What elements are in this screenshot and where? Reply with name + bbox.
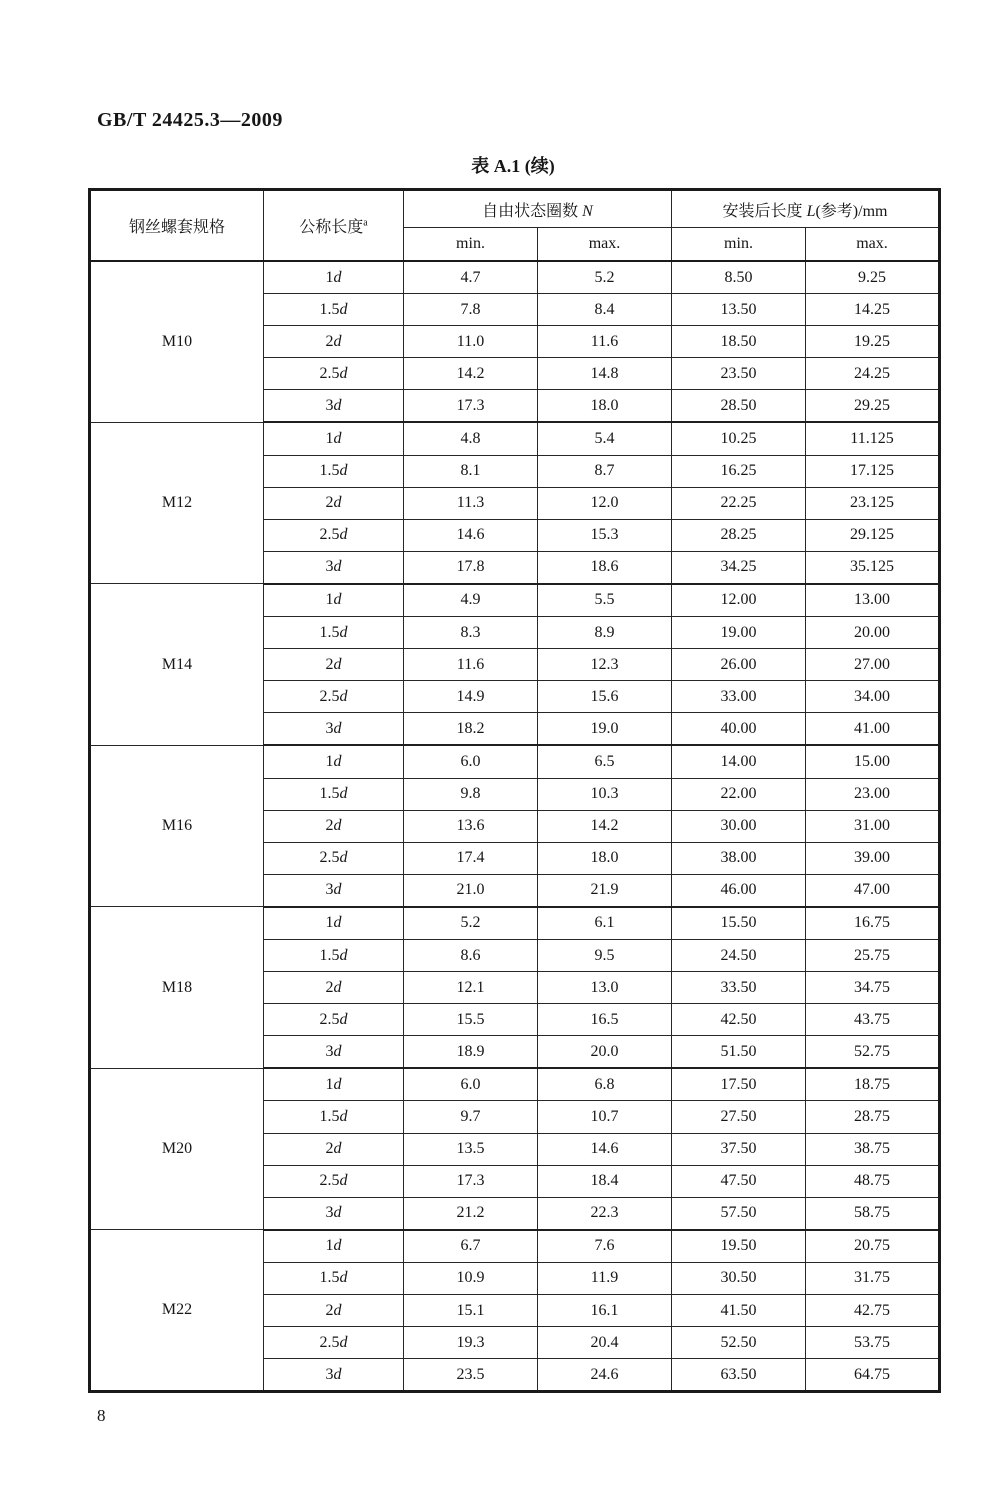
l-max-cell: 15.00 [806, 745, 940, 778]
nominal-length-cell [264, 519, 404, 551]
l-max-cell: 9.25 [806, 261, 940, 294]
table-body [90, 261, 940, 1392]
n-max-cell: 10.3 [538, 778, 672, 810]
n-max-cell: 5.4 [538, 422, 672, 455]
length-symbol-d: d [333, 1042, 342, 1060]
length-symbol-d: d [339, 1172, 348, 1190]
nominal-length-cell [264, 778, 404, 810]
length-symbol-d: d [339, 687, 348, 705]
l-min-cell: 13.50 [672, 294, 806, 326]
length-number: 2 [325, 1140, 334, 1158]
l-min-cell: 41.50 [672, 1295, 806, 1327]
nominal-length-cell [264, 972, 404, 1004]
l-max-cell: 58.75 [806, 1197, 940, 1230]
l-min-cell: 33.00 [672, 681, 806, 713]
nominal-length-cell [264, 1359, 404, 1392]
length-number: 1.5 [319, 462, 340, 480]
n-min-cell: 21.0 [404, 874, 538, 907]
length-number: 1.5 [319, 785, 340, 803]
table-row [90, 422, 940, 455]
l-min-cell: 10.25 [672, 422, 806, 455]
n-max-cell: 19.0 [538, 713, 672, 746]
length-number: 1.5 [319, 1269, 340, 1287]
nominal-length-cell [264, 713, 404, 746]
l-max-cell: 27.00 [806, 649, 940, 681]
table-row [90, 745, 940, 778]
l-min-cell: 46.00 [672, 874, 806, 907]
n-min-cell: 9.8 [404, 778, 538, 810]
n-max-cell: 15.6 [538, 681, 672, 713]
n-max-cell: 18.0 [538, 390, 672, 423]
l-max-cell: 43.75 [806, 1004, 940, 1036]
n-max-cell: 8.9 [538, 617, 672, 649]
length-number: 2.5 [319, 1172, 340, 1190]
length-number: 2.5 [319, 364, 340, 382]
length-symbol-d: d [333, 978, 342, 996]
n-max-cell: 18.6 [538, 551, 672, 584]
length-number: 2.5 [319, 526, 340, 544]
l-max-cell: 39.00 [806, 842, 940, 874]
l-max-cell: 24.25 [806, 358, 940, 390]
nominal-length-cell [264, 1068, 404, 1101]
l-max-cell: 52.75 [806, 1036, 940, 1069]
l-max-cell: 28.75 [806, 1101, 940, 1133]
length-number: 1 [325, 1237, 334, 1255]
length-symbol-d: d [339, 1333, 348, 1351]
n-min-cell: 4.8 [404, 422, 538, 455]
n-min-cell: 17.4 [404, 842, 538, 874]
length-symbol-d: d [339, 623, 348, 641]
l-max-cell: 29.25 [806, 390, 940, 423]
l-max-cell: 47.00 [806, 874, 940, 907]
length-symbol-d: d [339, 462, 348, 480]
n-max-cell: 15.3 [538, 519, 672, 551]
length-number: 2 [325, 332, 334, 350]
l-min-cell: 12.00 [672, 584, 806, 617]
table-title-continued: (续) [524, 156, 555, 176]
n-min-cell: 17.8 [404, 551, 538, 584]
length-symbol-d: d [333, 396, 342, 414]
l-min-cell: 47.50 [672, 1165, 806, 1197]
n-max-cell: 9.5 [538, 939, 672, 971]
table-row [90, 907, 940, 940]
length-number: 1 [325, 268, 334, 286]
n-min-cell: 11.3 [404, 487, 538, 519]
l-max-cell: 42.75 [806, 1295, 940, 1327]
header-l-max: max. [806, 228, 940, 262]
table-header [90, 190, 940, 262]
nominal-length-cell [264, 1295, 404, 1327]
l-max-cell: 48.75 [806, 1165, 940, 1197]
table-row [90, 584, 940, 617]
length-symbol-d: d [339, 849, 348, 867]
l-min-cell: 17.50 [672, 1068, 806, 1101]
l-min-cell: 24.50 [672, 939, 806, 971]
length-symbol-d: d [333, 817, 342, 835]
length-symbol-d: d [333, 591, 342, 609]
l-min-cell: 33.50 [672, 972, 806, 1004]
header-installed-length [672, 190, 940, 228]
spec-cell: M14 [90, 584, 264, 745]
length-symbol-d: d [339, 1269, 348, 1287]
nominal-length-cell [264, 1165, 404, 1197]
length-symbol-d: d [339, 364, 348, 382]
n-max-cell: 5.5 [538, 584, 672, 617]
n-max-cell: 5.2 [538, 261, 672, 294]
l-min-cell: 28.25 [672, 519, 806, 551]
spec-cell: M22 [90, 1230, 264, 1392]
n-min-cell: 12.1 [404, 972, 538, 1004]
l-min-cell: 30.50 [672, 1262, 806, 1294]
length-symbol-d: d [333, 719, 342, 737]
length-number: 3 [325, 1042, 334, 1060]
n-min-cell: 14.9 [404, 681, 538, 713]
nominal-length-cell [264, 810, 404, 842]
length-number: 2 [325, 817, 334, 835]
nominal-length-cell [264, 1036, 404, 1069]
header-spec: 钢丝螺套规格 [90, 190, 264, 262]
header-n-max: max. [538, 228, 672, 262]
n-max-cell: 22.3 [538, 1197, 672, 1230]
l-min-cell: 18.50 [672, 326, 806, 358]
nominal-length-cell [264, 939, 404, 971]
n-min-cell: 6.7 [404, 1230, 538, 1263]
n-min-cell: 19.3 [404, 1327, 538, 1359]
n-max-cell: 16.5 [538, 1004, 672, 1036]
spec-cell: M16 [90, 745, 264, 906]
l-min-cell: 23.50 [672, 358, 806, 390]
n-min-cell: 11.6 [404, 649, 538, 681]
length-symbol-d: d [339, 1010, 348, 1028]
length-number: 1 [325, 1075, 334, 1093]
header-n-min: min. [404, 228, 538, 262]
length-symbol-d: d [333, 1237, 342, 1255]
length-number: 3 [325, 719, 334, 737]
nominal-length-cell [264, 487, 404, 519]
n-min-cell: 5.2 [404, 907, 538, 940]
spec-cell: M20 [90, 1068, 264, 1229]
length-symbol-d: d [333, 1075, 342, 1093]
l-min-cell: 15.50 [672, 907, 806, 940]
table-row [90, 261, 940, 294]
length-symbol-d: d [339, 1107, 348, 1125]
l-max-cell: 34.00 [806, 681, 940, 713]
nominal-length-cell [264, 907, 404, 940]
spec-cell: M10 [90, 261, 264, 422]
nominal-length-cell [264, 358, 404, 390]
l-max-cell: 19.25 [806, 326, 940, 358]
l-min-cell: 19.50 [672, 1230, 806, 1263]
spec-cell: M18 [90, 907, 264, 1068]
n-max-cell: 13.0 [538, 972, 672, 1004]
nominal-length-cell [264, 842, 404, 874]
n-max-cell: 11.6 [538, 326, 672, 358]
length-number: 2.5 [319, 1010, 340, 1028]
nominal-length-cell [264, 874, 404, 907]
l-min-cell: 38.00 [672, 842, 806, 874]
n-max-cell: 6.8 [538, 1068, 672, 1101]
nominal-length-cell [264, 1004, 404, 1036]
nominal-length-cell [264, 294, 404, 326]
length-number: 3 [325, 1365, 334, 1383]
n-min-cell: 15.5 [404, 1004, 538, 1036]
length-number: 3 [325, 558, 334, 576]
length-number: 3 [325, 1204, 334, 1222]
n-min-cell: 18.2 [404, 713, 538, 746]
l-max-cell: 31.00 [806, 810, 940, 842]
l-max-cell: 17.125 [806, 455, 940, 487]
nominal-length-cell [264, 1197, 404, 1230]
nominal-length-cell [264, 1230, 404, 1263]
n-min-cell: 7.8 [404, 294, 538, 326]
l-min-cell: 57.50 [672, 1197, 806, 1230]
n-max-cell: 8.4 [538, 294, 672, 326]
l-max-cell: 20.75 [806, 1230, 940, 1263]
l-max-cell: 35.125 [806, 551, 940, 584]
length-number: 2 [325, 494, 334, 512]
header-installed-length-suffix: (参考)/mm [815, 202, 888, 220]
n-max-cell: 6.1 [538, 907, 672, 940]
length-number: 1 [325, 430, 334, 448]
length-number: 1 [325, 752, 334, 770]
length-symbol-d: d [333, 655, 342, 673]
length-number: 2.5 [319, 687, 340, 705]
length-number: 2 [325, 655, 334, 673]
header-free-coils [404, 190, 672, 228]
l-min-cell: 22.25 [672, 487, 806, 519]
l-min-cell: 19.00 [672, 617, 806, 649]
length-symbol-d: d [333, 881, 342, 899]
length-number: 2 [325, 978, 334, 996]
nominal-length-cell [264, 1262, 404, 1294]
n-min-cell: 13.5 [404, 1133, 538, 1165]
length-number: 1 [325, 914, 334, 932]
length-number: 3 [325, 396, 334, 414]
n-min-cell: 9.7 [404, 1101, 538, 1133]
nominal-length-cell [264, 584, 404, 617]
footnote-marker-a: a [363, 217, 368, 229]
l-max-cell: 18.75 [806, 1068, 940, 1101]
l-min-cell: 42.50 [672, 1004, 806, 1036]
header-nominal-length-text: 公称长度 [299, 219, 364, 236]
l-max-cell: 31.75 [806, 1262, 940, 1294]
nominal-length-cell [264, 551, 404, 584]
length-symbol-d: d [333, 1140, 342, 1158]
length-number: 3 [325, 881, 334, 899]
l-max-cell: 13.00 [806, 584, 940, 617]
length-symbol-d: d [333, 1365, 342, 1383]
l-min-cell: 40.00 [672, 713, 806, 746]
length-number: 1.5 [319, 946, 340, 964]
n-max-cell: 20.4 [538, 1327, 672, 1359]
n-min-cell: 21.2 [404, 1197, 538, 1230]
header-installed-length-text: 安装后长度 [722, 202, 803, 220]
nominal-length-cell [264, 681, 404, 713]
n-max-cell: 21.9 [538, 874, 672, 907]
n-max-cell: 8.7 [538, 455, 672, 487]
length-number: 1.5 [319, 1107, 340, 1125]
length-symbol-d: d [333, 268, 342, 286]
insert-dimensions-table [88, 188, 941, 1393]
l-min-cell: 8.50 [672, 261, 806, 294]
table-title [88, 152, 938, 178]
n-max-cell: 14.8 [538, 358, 672, 390]
n-min-cell: 10.9 [404, 1262, 538, 1294]
n-min-cell: 8.1 [404, 455, 538, 487]
n-max-cell: 11.9 [538, 1262, 672, 1294]
n-min-cell: 4.9 [404, 584, 538, 617]
n-min-cell: 17.3 [404, 1165, 538, 1197]
l-max-cell: 29.125 [806, 519, 940, 551]
page-number: 8 [97, 1406, 106, 1425]
length-symbol-d: d [339, 946, 348, 964]
length-symbol-d: d [339, 526, 348, 544]
length-symbol-d: d [333, 494, 342, 512]
l-min-cell: 30.00 [672, 810, 806, 842]
nominal-length-cell [264, 649, 404, 681]
length-symbol-d: d [333, 1204, 342, 1222]
n-max-cell: 18.0 [538, 842, 672, 874]
n-max-cell: 12.3 [538, 649, 672, 681]
length-symbol-d: d [339, 785, 348, 803]
n-min-cell: 17.3 [404, 390, 538, 423]
n-min-cell: 23.5 [404, 1359, 538, 1392]
l-min-cell: 27.50 [672, 1101, 806, 1133]
length-number: 1.5 [319, 623, 340, 641]
l-max-cell: 11.125 [806, 422, 940, 455]
l-max-cell: 41.00 [806, 713, 940, 746]
l-min-cell: 34.25 [672, 551, 806, 584]
n-max-cell: 24.6 [538, 1359, 672, 1392]
n-max-cell: 20.0 [538, 1036, 672, 1069]
n-max-cell: 7.6 [538, 1230, 672, 1263]
nominal-length-cell [264, 617, 404, 649]
l-max-cell: 14.25 [806, 294, 940, 326]
l-max-cell: 25.75 [806, 939, 940, 971]
n-min-cell: 6.0 [404, 745, 538, 778]
n-max-cell: 12.0 [538, 487, 672, 519]
l-min-cell: 22.00 [672, 778, 806, 810]
l-min-cell: 28.50 [672, 390, 806, 423]
length-number: 2 [325, 1301, 334, 1319]
header-free-coils-text: 自由状态圈数 [482, 202, 579, 220]
symbol-N: N [582, 202, 593, 220]
nominal-length-cell [264, 745, 404, 778]
l-min-cell: 16.25 [672, 455, 806, 487]
n-max-cell: 16.1 [538, 1295, 672, 1327]
l-max-cell: 16.75 [806, 907, 940, 940]
n-max-cell: 18.4 [538, 1165, 672, 1197]
l-max-cell: 20.00 [806, 617, 940, 649]
standard-number: GB/T 24425.3—2009 [97, 109, 283, 131]
nominal-length-cell [264, 422, 404, 455]
length-number: 1.5 [319, 300, 340, 318]
n-min-cell: 8.6 [404, 939, 538, 971]
length-symbol-d: d [333, 752, 342, 770]
n-min-cell: 8.3 [404, 617, 538, 649]
l-max-cell: 23.125 [806, 487, 940, 519]
l-min-cell: 37.50 [672, 1133, 806, 1165]
l-max-cell: 23.00 [806, 778, 940, 810]
n-min-cell: 4.7 [404, 261, 538, 294]
l-max-cell: 64.75 [806, 1359, 940, 1392]
length-number: 1 [325, 591, 334, 609]
n-min-cell: 15.1 [404, 1295, 538, 1327]
nominal-length-cell [264, 326, 404, 358]
n-max-cell: 10.7 [538, 1101, 672, 1133]
n-min-cell: 13.6 [404, 810, 538, 842]
n-min-cell: 18.9 [404, 1036, 538, 1069]
length-number: 2.5 [319, 849, 340, 867]
l-min-cell: 52.50 [672, 1327, 806, 1359]
table-row [90, 1068, 940, 1101]
nominal-length-cell [264, 455, 404, 487]
header-nominal-length [264, 190, 404, 262]
symbol-L: L [806, 202, 816, 220]
l-max-cell: 53.75 [806, 1327, 940, 1359]
length-symbol-d: d [333, 332, 342, 350]
table-row [90, 1230, 940, 1263]
l-min-cell: 14.00 [672, 745, 806, 778]
n-min-cell: 14.2 [404, 358, 538, 390]
l-min-cell: 26.00 [672, 649, 806, 681]
n-max-cell: 14.2 [538, 810, 672, 842]
nominal-length-cell [264, 1133, 404, 1165]
nominal-length-cell [264, 1101, 404, 1133]
length-number: 2.5 [319, 1333, 340, 1351]
header-l-min: min. [672, 228, 806, 262]
table-title-main: 表 A.1 [471, 156, 521, 176]
nominal-length-cell [264, 390, 404, 423]
l-min-cell: 63.50 [672, 1359, 806, 1392]
l-max-cell: 34.75 [806, 972, 940, 1004]
n-min-cell: 6.0 [404, 1068, 538, 1101]
nominal-length-cell [264, 261, 404, 294]
length-symbol-d: d [333, 1301, 342, 1319]
n-min-cell: 14.6 [404, 519, 538, 551]
length-symbol-d: d [333, 430, 342, 448]
length-symbol-d: d [333, 914, 342, 932]
l-min-cell: 51.50 [672, 1036, 806, 1069]
nominal-length-cell [264, 1327, 404, 1359]
l-max-cell: 38.75 [806, 1133, 940, 1165]
spec-cell: M12 [90, 422, 264, 583]
length-symbol-d: d [333, 558, 342, 576]
length-symbol-d: d [339, 300, 348, 318]
n-max-cell: 6.5 [538, 745, 672, 778]
n-min-cell: 11.0 [404, 326, 538, 358]
n-max-cell: 14.6 [538, 1133, 672, 1165]
